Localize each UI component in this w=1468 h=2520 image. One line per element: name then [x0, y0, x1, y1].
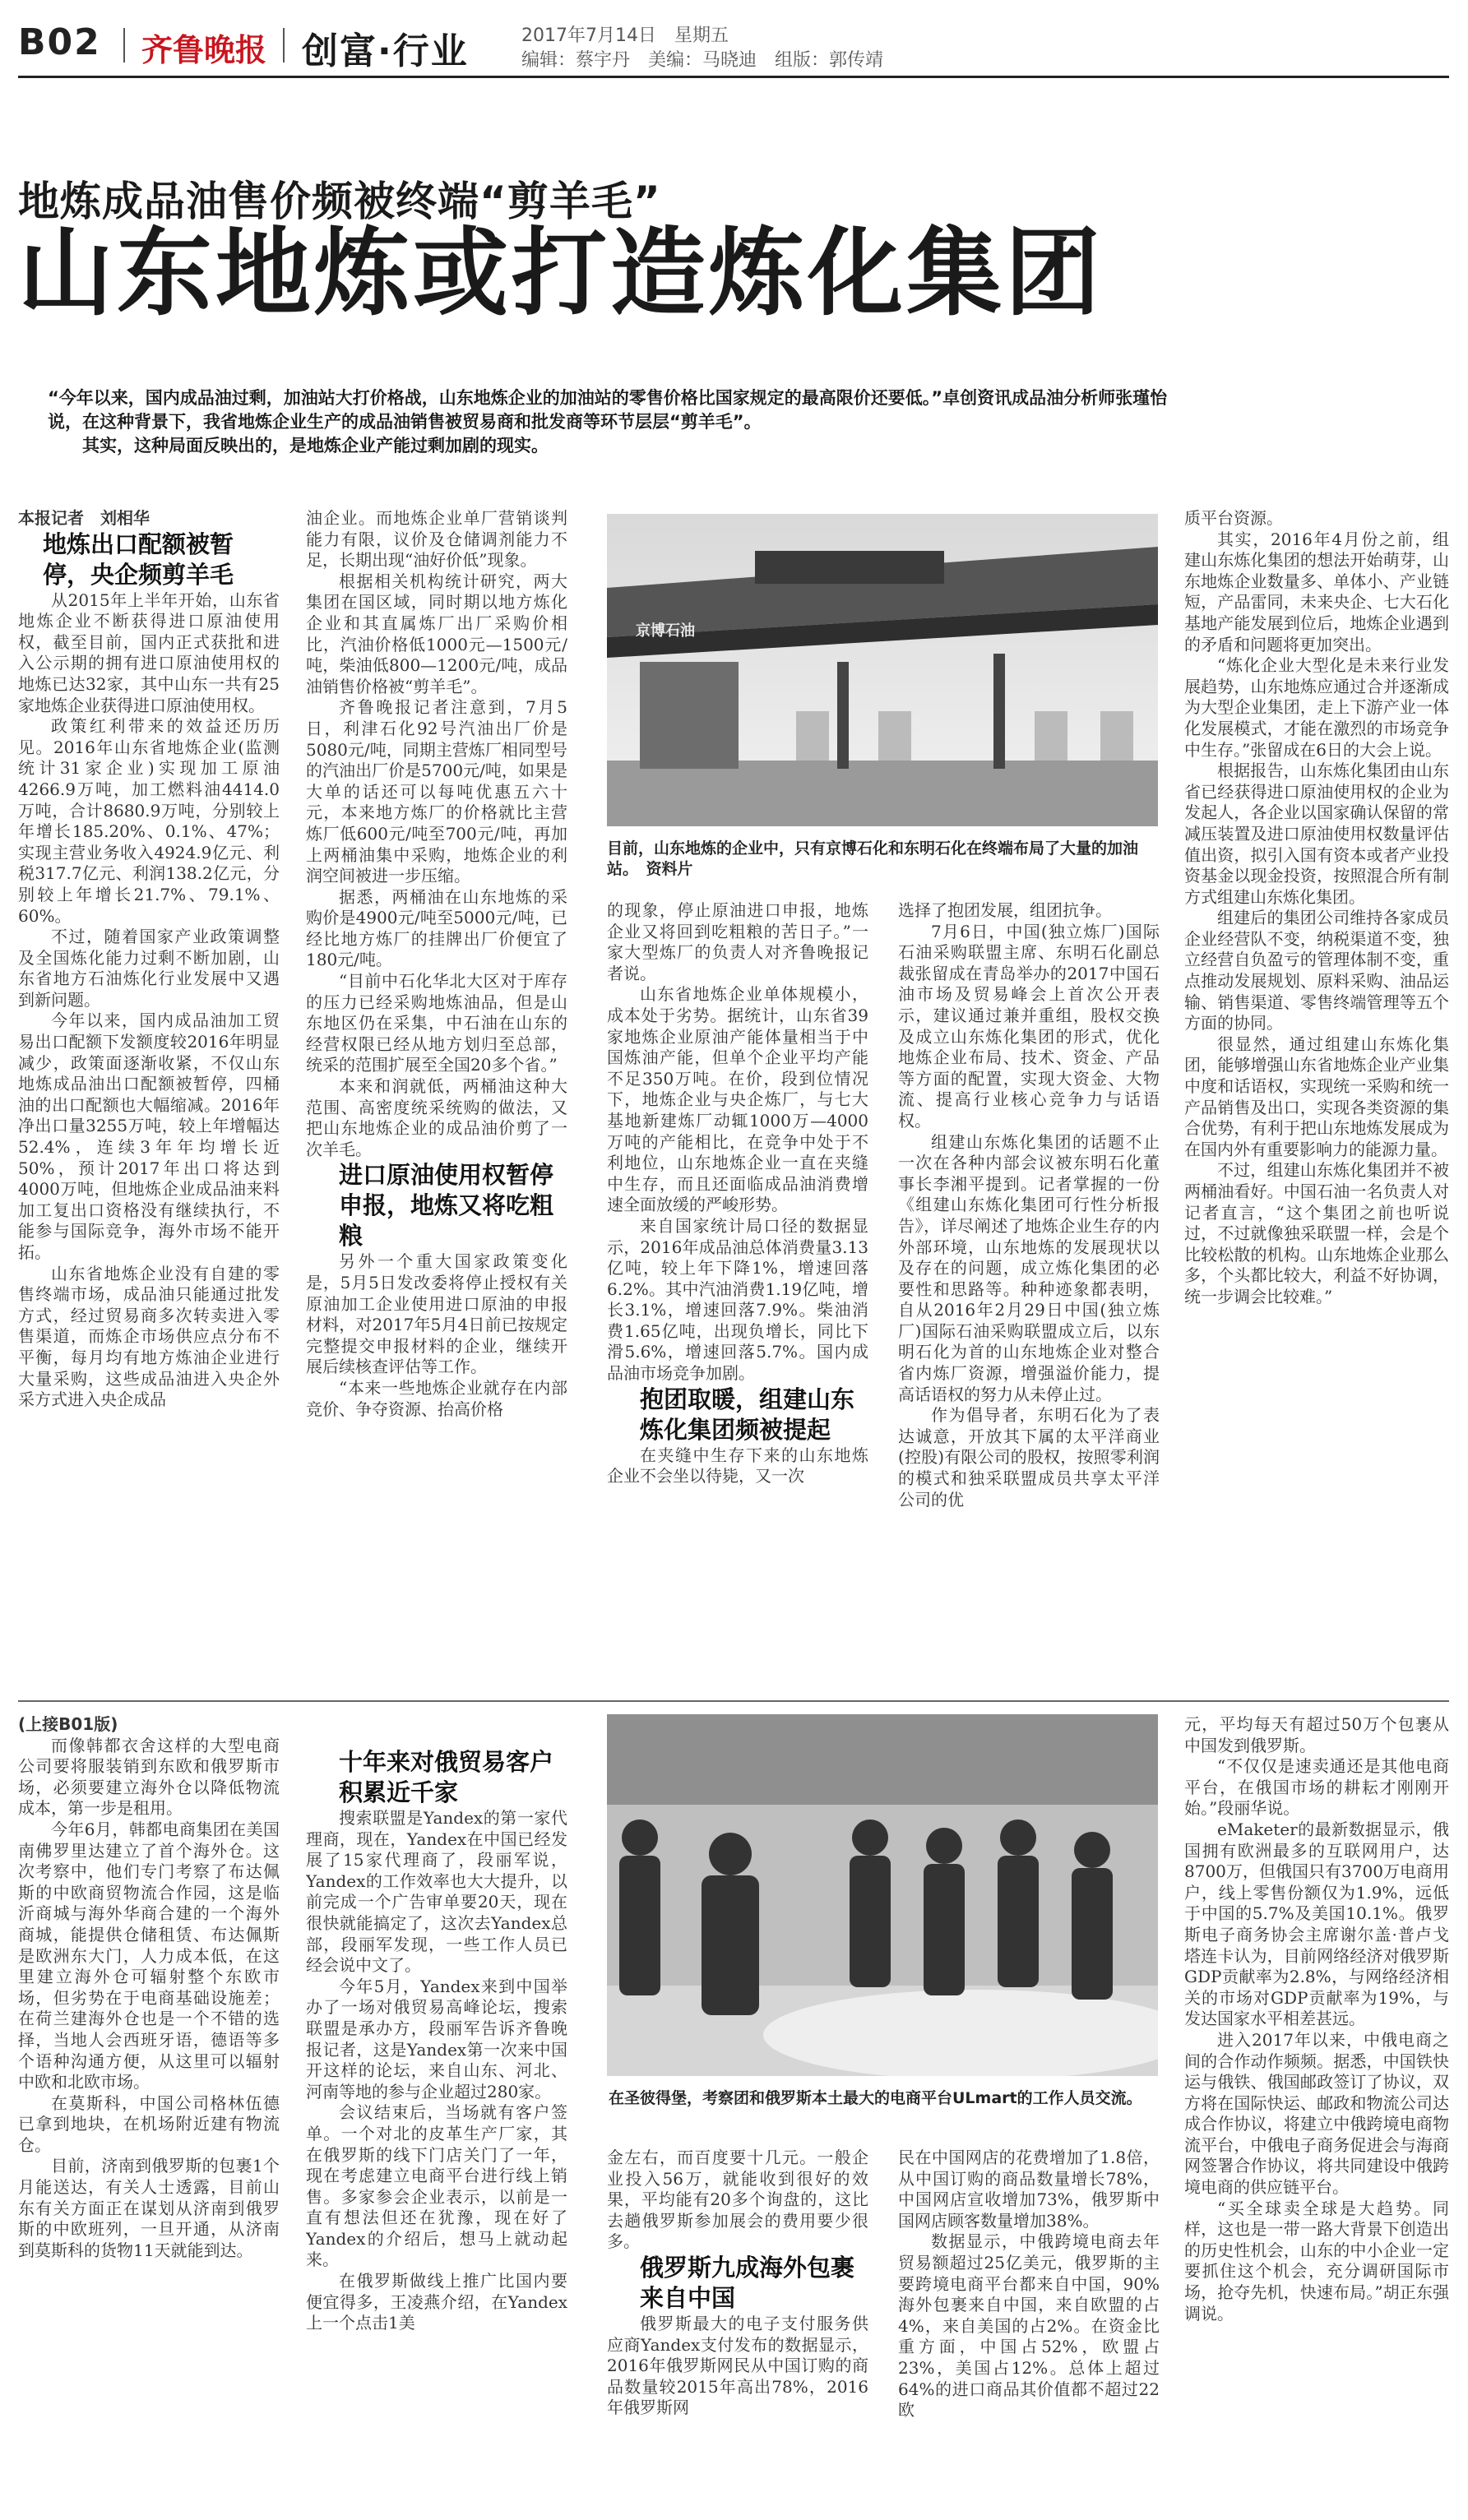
paragraph: eMaketer的最新数据显示，俄国拥有欧洲最多的互联网用户，达8700万，但俄国只有3700万电商用户，线上零售份额仅为1.9%，远低于中国的5.7%及美国10.1%。俄罗斯电子商务协会主席谢尔盖·普卢戈塔连卡认为，目前网络经济对俄罗斯GDP贡献率为2.8%，与网络经济相关的市场对GDP贡献率为19%，与发达国家水平相差甚远。 [1184, 1819, 1449, 2029]
article-column [607, 2148, 868, 2504]
paragraph: 山东省地炼企业没有自建的零售终端市场，成品油只能通过批发方式，经过贸易商多次转卖进入零售渠道，而炼企市场供应点分布不平衡，每月均有地方炼油企业进行大量采购，这些成品油进入央企外采方式进入央企成品 [18, 1263, 280, 1410]
paragraph: 根据报告，山东炼化集团由山东省已经获得进口原油使用权的企业为发起人，各企业以国家确认保留的常减压装置及进口原油使用权数量评估值出资，拟引入国有资本或者产业投资基金以现金投资，按照混合所有制方式组建山东炼化集团。 [1184, 761, 1449, 907]
article-column [607, 900, 868, 1692]
paragraph: 选择了抱团发展，组团抗争。 [898, 900, 1112, 920]
issue-date: 2017年7月14日 星期五 [521, 25, 729, 46]
paragraph: 根据相关机构统计研究，两大集团在国区域，同时期以地方炼化企业和其直属炼厂出厂采购价相比，汽油价格低1000元—1500元/吨，柴油低800—1200元/吨，成品油销售价格被“剪羊毛”。 [306, 571, 567, 696]
paragraph: 7月6日，中国(独立炼厂)国际石油采购联盟主席、东明石化副总裁张留成在青岛举办的2017中国石油市场及贸易峰会上首次公开表示，建议通过兼并重组，股权交换及成立山东炼化集团的形式，优化地炼企业布局、技术、资金、产品等方面的配置，实现大资金、大物流、提高行业核心竞争力与话语权。 [898, 921, 1160, 1131]
paragraph: 齐鲁晚报记者注意到，7月5日，利津石化92号汽油出厂价是5080元/吨，同期主营炼厂相同型号的汽油出厂价是5700元/吨，如果是大单的话还可以每吨优惠五六十元，本来地方炼厂的价格就比主营炼厂低600元/吨至700元/吨，再加上两桶油集中采购，地炼企业的利润空间被进一步压缩。 [306, 697, 567, 886]
page-number: B02 [18, 21, 101, 63]
paragraph: 政策红利带来的效益还历历见。2016年山东省地炼企业(监测统计31家企业)实现加工原油4266.9万吨，加工燃料油4414.0万吨，合计8680.9万吨，分别较上年增长185.20%、0.1%、47%；实现主营业务收入4924.9亿元、利税317.7亿元、利润138.2亿元，分别较上年增长21.7%、79.1%、60%。 [18, 716, 280, 926]
article-column [1184, 1714, 1449, 2504]
section-title: 创富·行业 [302, 30, 469, 72]
delegation-photo [607, 1714, 1158, 2076]
lead-paragraph: “今年以来，国内成品油过剩，加油站大打价格战，山东地炼企业的加油站的零售价格比国家规定的最高限价还要低。”卓创资讯成品油分析师张瑾怡说，在这种背景下，我省地炼企业生产的成品油销售被贸易商和批发商等环节层层“剪羊毛”。 [48, 388, 1168, 432]
paragraph: 会议结束后，当场就有客户签单。一个对北的皮革生产厂家，其在俄罗斯的线下门店关门了一年，现在考虑建立电商平台进行线上销售。多家参会企业表示，以前是一直有想法但还在犹豫，现在好了Yandex的介绍后，想马上就动起来。 [306, 2102, 567, 2270]
paragraph: 不过，组建山东炼化集团并不被两桶油看好。中国石油一名负责人对记者直言，“这个集团之前也听说过，不过就像独采联盟一样，会是个比较松散的机构。山东地炼企业那么多，个头都比较大，利益不好协调，统一步调会比较难。” [1184, 1160, 1449, 1306]
article-column [18, 1714, 280, 2504]
subheading: 十年来对俄贸易客户积累近千家 [339, 1748, 554, 1806]
paragraph: 元，平均每天有超过50万个包裹从中国发到俄罗斯。 [1184, 1714, 1449, 1755]
paragraph: 数据显示，中俄跨境电商去年贸易额超过25亿美元，俄罗斯的主要跨境电商平台都来自中国，90%海外包裹来自中国，来自欧盟的占4%，来自美国的占2%。在资金比重方面，中国占52%，欧盟占23%，美国占12%。总体上超过64%的进口商品其价值都不超过22欧 [898, 2231, 1160, 2421]
subheading: 抱团取暖，组建山东炼化集团频被提起 [640, 1385, 855, 1444]
editor-credits: 编辑：蔡宇丹 美编：马晓迪 组版：郭传靖 [521, 50, 884, 71]
paragraph: 目前，济南到俄罗斯的包裹1个月能送达，有关人士透露，目前山东有关方面正在谋划从济南到俄罗斯的中欧班列，一旦开通，从济南到莫斯科的货物11天就能到达。 [18, 2156, 280, 2260]
photo-caption: 在圣彼得堡，考察团和俄罗斯本土最大的电商平台ULmart的工作人员交流。 [609, 2089, 1142, 2107]
paragraph: 组建山东炼化集团的话题不止一次在各种内部会议被东明石化董事长李湘平提到。记者掌握的一份《组建山东炼化集团可行性分析报告》，详尽阐述了地炼企业生存的内外部环境，山东地炼的发展现状以及存在的问题，成立炼化集团的必要性和思路等。种种迹象都表明，自从2016年2月29日中国(独立炼厂)国际石油采购联盟成立后，以东明石化为首的山东地炼企业对整合省内炼厂资源，增强溢价能力，提高话语权的努力从未停止过。 [898, 1131, 1160, 1404]
article-column [18, 508, 280, 1692]
subheading: 进口原油使用权暂停申报，地炼又将吃粗粮 [339, 1161, 554, 1251]
paragraph: 不过，随着国家产业政策调整及全国炼化能力过剩不断加剧，山东省地方石油炼化行业发展中又遇到新问题。 [18, 927, 280, 1010]
article-column [306, 1714, 567, 2504]
paragraph: 本来和润就低，两桶油这种大范围、高密度统采统购的做法，又把山东地炼企业的成品油价剪了一次羊毛。 [306, 1076, 567, 1159]
article-headline: 山东地炼或打造炼化集团 [18, 218, 1104, 329]
paragraph: 金左右，而百度要十几元。一般企业投入56万，就能收到很好的效果，平均能有20多个询盘的，这比去趟俄罗斯参加展会的费用要少很多。 [607, 2148, 868, 2252]
paragraph: 今年以来，国内成品油加工贸易出口配额下发额度较2016年明显减少，政策面逐渐收紧，不仅山东地炼成品油出口配额被暂停，四桶油的出口配额也大幅缩减。2016年净出口量3255万吨，较上年增幅达52.4%，连续3年年均增长近50%，预计2017年出口将达到4000万吨，但地炼企业成品油来料加工复出口资格没有继续执行，不能参与国际竞争，海外市场不能开拓。 [18, 1010, 280, 1262]
article-column [306, 508, 567, 1692]
paragraph: 据悉，两桶油在山东地炼的采购价是4900元/吨至5000元/吨，已经比地方炼厂的挂牌出厂价便宜了180元/吨。 [306, 886, 567, 970]
article-lead [48, 386, 1174, 458]
masthead [18, 16, 1449, 72]
gas-station-illustration [607, 514, 1158, 826]
header-rule [18, 76, 1449, 78]
station-brand-sign: 京博石油 [636, 622, 695, 640]
continued-marker: (上接B01版) [18, 1714, 118, 1734]
byline: 本报记者 刘相华 [18, 508, 150, 528]
paragraph: 很显然，通过组建山东炼化集团，能够增强山东省地炼企业产业集中度和话语权，实现统一采购和统一产品销售及出口，实现各类资源的集合优势，有利于把山东地炼发展成为在国内外有重要影响力的能源力量。 [1184, 1033, 1449, 1159]
paragraph: 质平台资源。 [1184, 508, 1283, 528]
paragraph: 作为倡导者，东明石化为了表达诚意，开放其下属的太平洋商业(控股)有限公司的股权，按照零利润的模式和独采联盟成员共享太平洋公司的优 [898, 1405, 1160, 1510]
article-column [898, 900, 1160, 1692]
newspaper-logo: 齐鲁晚报 [141, 31, 267, 68]
paragraph: “本来一些地炼企业就存在内部竞价、争夺资源、抬高价格 [306, 1377, 567, 1419]
paragraph: 民在中国网店的花费增加了1.8倍，从中国订购的商品数量增长78%，中国网店宣收增加73%，俄罗斯中国网店顾客数量增加38%。 [898, 2148, 1160, 2231]
paragraph: 其实，2016年4月份之前，组建山东炼化集团的想法开始萌芽，山东地炼企业数量多、单体小、产业链短，产品雷同，未来央企、七大石化基地产能发展到位后，地炼企业遇到的矛盾和问题将更加突出。 [1184, 529, 1449, 654]
paragraph: “不仅仅是速卖通还是其他电商平台，在俄国市场的耕耘才刚刚开始。”段丽华说。 [1184, 1756, 1449, 1819]
paragraph: 在俄罗斯做线上推广比国内要便宜得多，王凌燕介绍，在Yandex上一个点击1美 [306, 2271, 567, 2333]
paragraph: 在莫斯科，中国公司格林伍德已拿到地块，在机场附近建有物流仓。 [18, 2092, 280, 2155]
paragraph: 俄罗斯最大的电子支付服务供应商Yandex支付发布的数据显示，2016年俄罗斯网民从中国订购的商品数量较2015年高出78%，2016年俄罗斯网 [607, 2313, 868, 2418]
article-column [898, 2148, 1160, 2504]
article-kicker: 地炼成品油售价频被终端“剪羊毛” [18, 178, 661, 225]
article-column [1184, 508, 1449, 1692]
photo-caption: 目前，山东地炼的企业中，只有京博石化和东明石化在终端布局了大量的加油站。 资料片 [607, 839, 1139, 878]
paragraph: 从2015年上半年开始，山东省地炼企业不断获得进口原油使用权，截至目前，国内正式获批和进入公示期的拥有进口原油使用权的地炼已达32家，其中山东一共有25家地炼企业获得进口原油使用权。 [18, 590, 280, 715]
paragraph: “买全球卖全球是大趋势。同样，这也是一带一路大背景下创造出的历史性机会，山东的中小企业一定要抓住这个机会，充分调研国际市场，抢夺先机，快速布局。”胡正东强调说。 [1184, 2198, 1449, 2323]
paragraph: 山东省地炼企业单体规模小，成本处于劣势。据统计，山东省39家地炼企业原油产能体量相当于中国炼油产能，但单个企业平均产能不足350万吨。在价，段到位情况下，地炼企业与央企炼厂，与七大基地新建炼厂动辄1000万—4000万吨的产能相比，在竞争中处于不利地位，山东地炼企业一直在夹缝中生存，而且还面临成品油消费增速全面放缓的严峻形势。 [607, 984, 868, 1215]
paragraph: 的现象，停止原油进口申报，地炼企业又将回到吃粗粮的苦日子。”一家大型炼厂的负责人对齐鲁晚报记者说。 [607, 900, 868, 983]
paragraph: 另外一个重大国家政策变化是，5月5日发改委将停止授权有关原油加工企业使用进口原油的申报材料，对2017年5月4日前已按规定完整提交申报材料的企业，继续开展后续核查评估等工作。 [306, 1251, 567, 1377]
paragraph: 搜索联盟是Yandex的第一家代理商，现在，Yandex在中国已经发展了15家代理商了，段丽军说，Yandex的工作效率也大大提升，以前完成一个广告审单要20天，现在很快就能搞定了，这次去Yandex总部，段丽军发现，一些工作人员已经会说中文了。 [306, 1808, 567, 1976]
divider [123, 28, 125, 62]
paragraph: 油企业。而地炼企业单厂营销谈判能力有限，议价及仓储调剂能力不足，长期出现“油好价低”现象。 [306, 508, 567, 571]
subheading: 俄罗斯九成海外包裹来自中国 [640, 2253, 855, 2312]
subheading: 地炼出口配额被暂停，央企频剪羊毛 [43, 529, 234, 589]
paragraph: 今年5月，Yandex来到中国举办了一场对俄贸易高峰论坛，搜索联盟是承办方，段丽军告诉齐鲁晚报记者，这是Yandex第一次来中国开这样的论坛，来自山东、河北、河南等地的参与企业超过280家。 [306, 1976, 567, 2102]
paragraph: “炼化企业大型化是未来行业发展趋势，山东地炼应通过合并逐渐成为大型企业集团，走上下游产业一体化发展模式，才能在激烈的市场竞争中生存。”张留成在6日的大会上说。 [1184, 655, 1449, 760]
paragraph: 在夹缝中生存下来的山东地炼企业不会坐以待毙，又一次 [607, 1445, 868, 1487]
paragraph: “目前中石化华北大区对于库存的压力已经采购地炼油品，但是山东地区仍在采集，中石油在山东的经营权限已经从地方划归至总部，统采的范围扩展至全国20多个省。” [306, 971, 567, 1075]
gas-station-photo [607, 514, 1158, 826]
paragraph: 来自国家统计局口径的数据显示，2016年成品油总体消费量3.13亿吨，较上年下降1%，增速回落6.2%。其中汽油消费1.19亿吨，增长3.1%，增速回落7.9%。柴油消费1.65亿吨，出现负增长，同比下滑5.6%，增速回落5.7%。国内成品油市场竞争加剧。 [607, 1215, 868, 1384]
article-divider [18, 1700, 1449, 1702]
lead-paragraph: 其实，这种局面反映出的，是地炼企业产能过剩加剧的现实。 [82, 436, 549, 455]
paragraph: 组建后的集团公司维持各家成员企业经营队不变，纳税渠道不变，独立经营自负盈亏的管理体制不变，重点推动发展规划、原料采购、油品运输、销售渠道、零售终端管理等五个方面的协同。 [1184, 908, 1449, 1033]
divider [283, 28, 285, 62]
delegation-illustration [607, 1714, 1158, 2076]
paragraph: 而像韩都衣舍这样的大型电商公司要将服装销到东欧和俄罗斯市场，必须要建立海外仓以降低物流成本，第一步是租用。 [18, 1735, 280, 1819]
paragraph: 进入2017年以来，中俄电商之间的合作动作频频。据悉，中国铁快运与俄铁、俄国邮政签订了协议，双方将在国际快运、邮政和物流公司达成合作协议，将建立中俄跨境电商物流平台，中俄电子商务促进会与海商网签署合作协议，将共同建设中俄跨境电商的供应链平台。 [1184, 2029, 1449, 2198]
paragraph: 今年6月，韩都电商集团在美国南佛罗里达建立了首个海外仓。这次考察中，他们专门考察了布达佩斯的中欧商贸物流合作园，这是临沂商城与海外华商合建的一个海外商城，能提供仓储租赁、布达佩斯是欧洲东大门，人力成本低，在这里建立海外仓可辐射整个东欧市场，但劣势在于电商基础设施差；在荷兰建海外仓也是一个不错的选择，当地人会西班牙语，德语等多个语种沟通方便，从这里可以辐射中欧和北欧市场。 [18, 1819, 280, 2092]
